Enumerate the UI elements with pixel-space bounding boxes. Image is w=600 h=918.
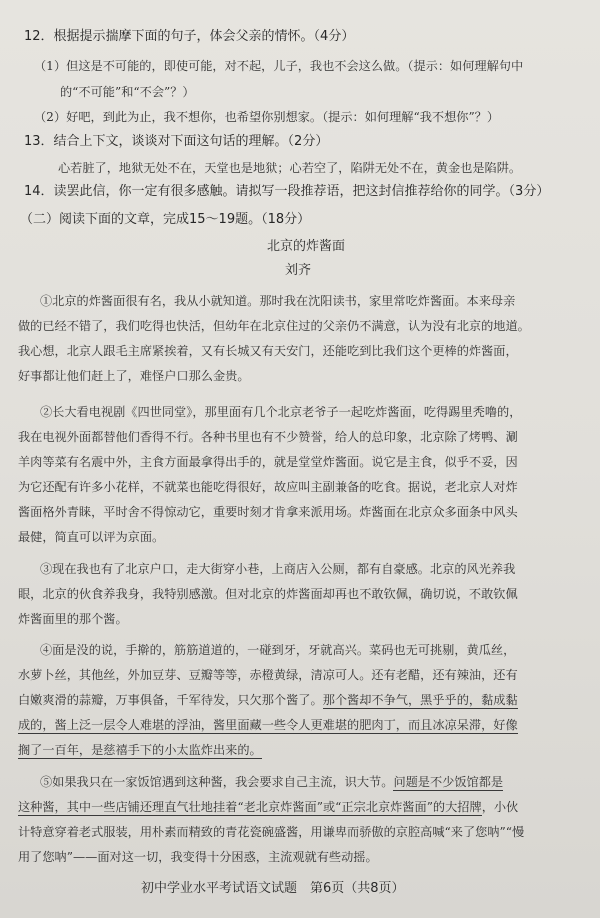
paragraph-5-line-1-text: ⑤如果我只在一家饭馆遇到这种酱，我会要求自己主流，识大节。 (40, 775, 394, 789)
paragraph-5-line-3: 计特意穿着老式服装，用朴素而精致的青花瓷碗盛酱，用谦卑而骄傲的京腔高喊“来了您呐”“慢 (18, 825, 525, 839)
paragraph-3-line-2: 眼，北京的伙食养我身，我特别感激。但对北京的炸酱面却再也不敢钦佩，确切说，不敢钦佩 (18, 587, 518, 601)
article-author: 刘齐 (285, 263, 312, 278)
paragraph-5-line-1 (40, 773, 503, 791)
paragraph-1-line-3: 我心想，北京人跟毛主席紧挨着，又有长城又有天安门，还能吃到比我们这个更棒的炸酱面， (18, 344, 518, 358)
paragraph-2-line-4: 为它还配有许多小花样，不就菜也能吃得很好，故应叫主副兼备的吃食。据说，老北京人对炸 (18, 480, 518, 494)
underlined-passage-1a: 那个酱却不争气，黑乎乎的，黏成黏 (322, 693, 518, 707)
question-13-quote: 心若脏了，地狱无处不在，天堂也是地狱；心若空了，陷阱无处不在，黄金也是陷阱。 (58, 161, 522, 175)
question-12-item-1: （1）但这是不可能的，即使可能，对不起，儿子，我也不会这么做。（提示：如何理解句中 (34, 59, 524, 73)
question-12-item-1-cont: 的“不可能”和“不会”？） (60, 85, 195, 99)
question-12-item-2: （2）好吧，到此为止，我不想你，也希望你别想家。（提示：如何理解“我不想你”？） (34, 110, 500, 124)
paragraph-5-line-4: 用了您呐”——面对这一切，我变得十分困惑，主流观就有些动摇。 (18, 850, 378, 864)
paragraph-4-line-5 (18, 741, 262, 759)
paragraph-2-line-1: ②长大看电视剧《四世同堂》，那里面有几个北京老爷子一起吃炸酱面，吃得踢里秃噜的， (40, 405, 522, 419)
underlined-passage-2b: 这种酱，其中一些店铺还理直气壮地挂着“老北京炸酱面”或“正宗北京炸酱面”的大招牌 (18, 800, 482, 814)
paragraph-1-line-4: 好事都让他们赶上了，难怪户口那么金贵。 (18, 369, 250, 383)
page-footer: 初中学业水平考试语文试题 第6页（共8页） (141, 881, 405, 896)
paragraph-2-line-2: 我在电视外面都替他们香得不行。各种书里也有不少赞誉，给人的总印象，北京除了烤鸭、涮 (18, 430, 518, 444)
paragraph-2-line-3: 羊肉等菜有名震中外，主食方面最拿得出手的，就是堂堂炸酱面。说它是主食，似乎不妥，因 (18, 455, 518, 469)
article-title: 北京的炸酱面 (267, 239, 346, 254)
paragraph-4-line-3 (18, 691, 518, 709)
paragraph-2-line-5: 酱面格外青睐，平时舍不得惊动它，重要时刻才肯拿来派用场。炸酱面在北京众多面条中风头 (18, 505, 518, 519)
paragraph-5-line-2-text: ，小伙 (481, 800, 519, 814)
underlined-passage-2a: 问题是不少饭馆都是 (393, 775, 504, 789)
question-12-prompt: 12．根据提示揣摩下面的句子，体会父亲的情怀。（4分） (24, 29, 355, 44)
paragraph-4-line-1: ④面是没的说，手擀的，筋筋道道的，一碰到牙，牙就高兴。菜码也无可挑剔，黄瓜丝， (40, 643, 516, 657)
paragraph-3-line-1: ③现在我也有了北京户口，走大街穿小巷，上商店入公厕，都有自豪感。北京的风光养我 (40, 562, 516, 576)
paragraph-1-line-2: 做的已经不错了，我们吃得也快活，但幼年在北京住过的父亲仍不满意，认为没有北京的地道。 (18, 319, 530, 333)
paragraph-1-line-1: ①北京的炸酱面很有名，我从小就知道。那时我在沈阳读书，家里常吃炸酱面。本来母亲 (40, 294, 516, 308)
paragraph-4-line-4 (18, 716, 518, 734)
paragraph-5-line-2 (18, 798, 518, 816)
question-14-prompt: 14．读罢此信，你一定有很多感触。请拟写一段推荐语，把这封信推荐给你的同学。（3分） (24, 184, 550, 199)
paragraph-4-line-2: 水萝卜丝，其他丝，外加豆芽、豆瓣等等，赤橙黄绿，清凉可人。还有老醋，还有辣油，还有 (18, 668, 518, 682)
question-13-prompt: 13．结合上下文，谈谈对下面这句话的理解。（2分） (24, 134, 329, 149)
paragraph-3-line-3: 炸酱面里的那个酱。 (18, 612, 128, 626)
section-2-heading: （二）阅读下面的文章，完成15～19题。（18分） (20, 212, 311, 227)
underlined-passage-1b: 成的，酱上泛一层令人难堪的浮油，酱里面藏一些令人更难堪的肥肉丁，而且冰凉呆滞，好像 (18, 718, 518, 732)
paragraph-4-line-3-text: 白嫩爽滑的蒜瓣，万事俱备，千军待发，只欠那个酱了。 (18, 693, 323, 707)
paragraph-2-line-6: 最健，简直可以评为京面。 (18, 530, 165, 544)
underlined-passage-1c: 搁了一百年，是慈禧手下的小太监炸出来的。 (18, 743, 262, 757)
